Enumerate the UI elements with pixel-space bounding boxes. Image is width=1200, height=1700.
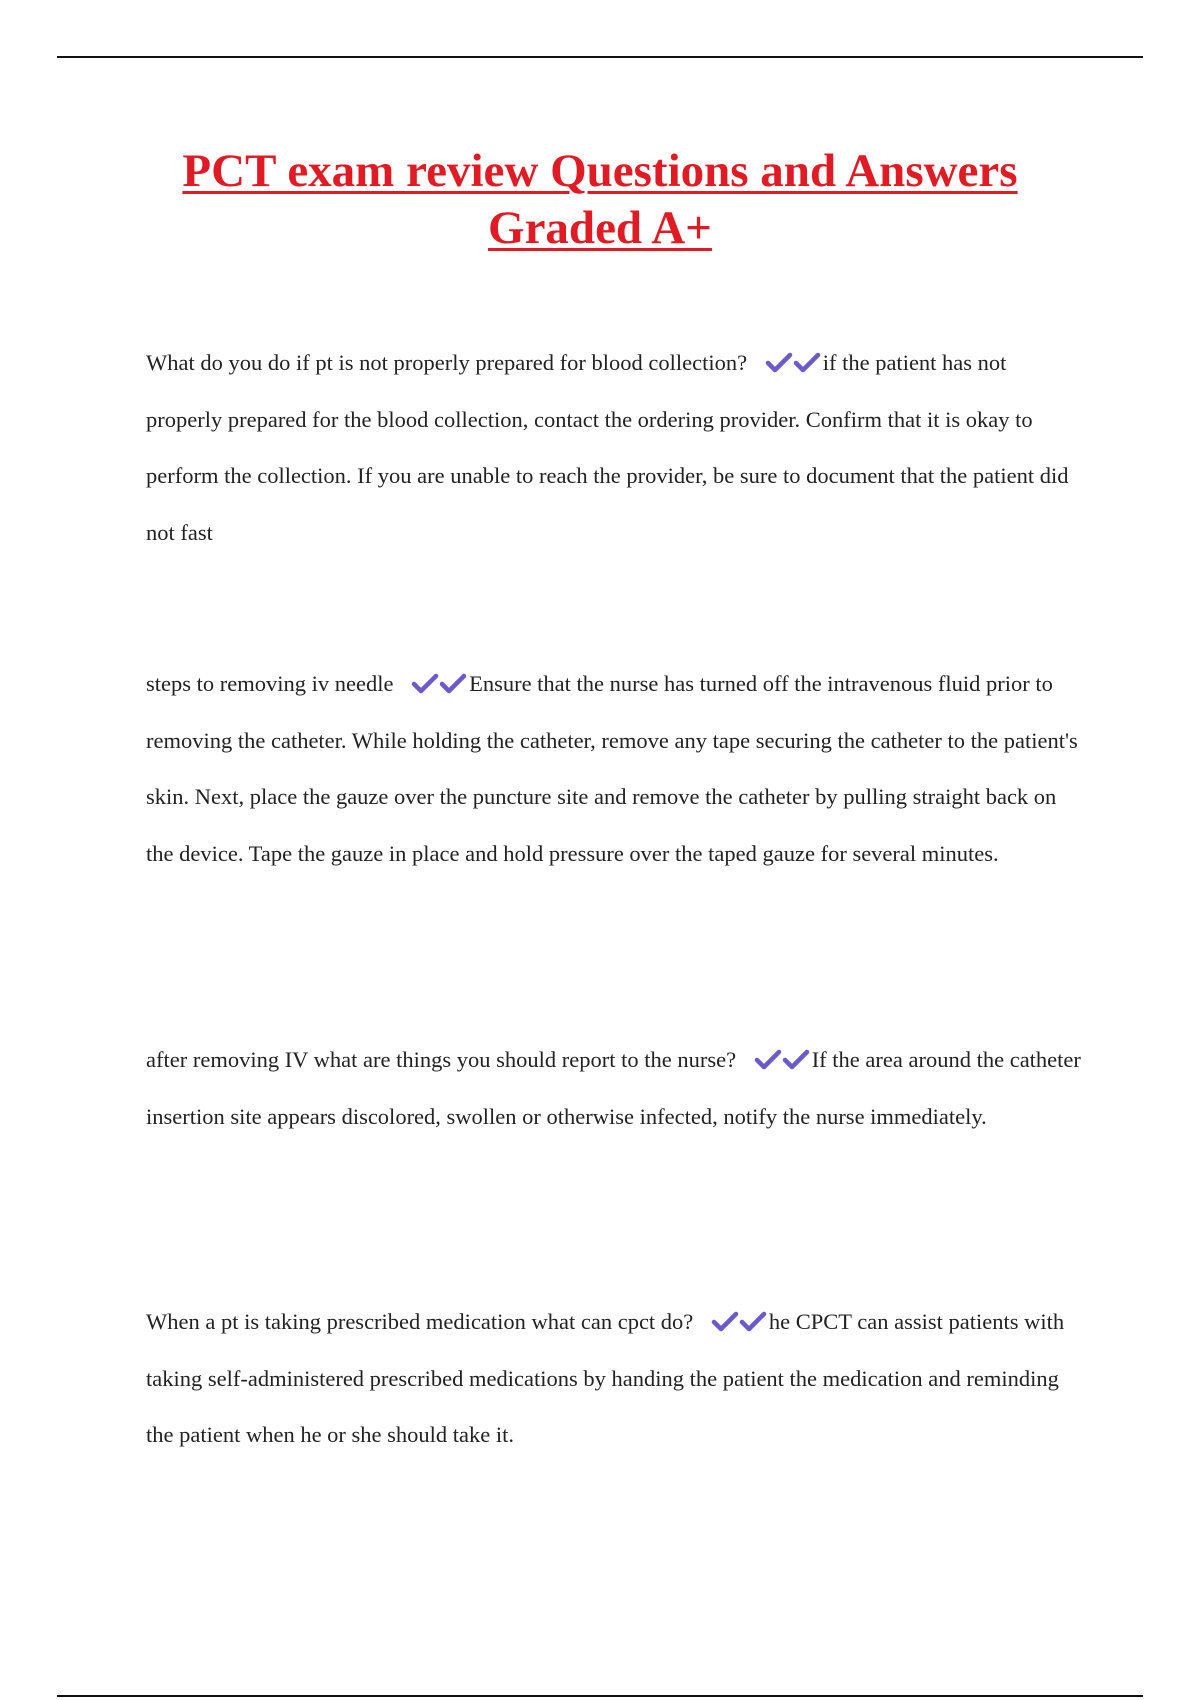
answer-text: if the patient has not properly prepared for the blood collection, contact the ordering provider. Confirm that it is okay to perform the collection. If you are unable to reach the provider, be sure to document that the patient did not fast — [146, 350, 1069, 545]
double-check-icon — [711, 1294, 767, 1351]
answer-text: he CPCT can assist patients with taking self-administered prescribed medications by handing the patient the medication and reminding the patient when he or she should take it. — [146, 1309, 1065, 1447]
answer-text: Ensure that the nurse has turned off the intravenous fluid prior to removing the catheter. While holding the catheter, remove any tape securing the catheter to the patient's skin. Next, place the gauze over the puncture site and remove the catheter by pulling straight back on the device. Tape the gauze in place and hold pressure over the taped gauze for several minutes. — [146, 671, 1078, 866]
bottom-rule — [57, 1695, 1143, 1697]
double-check-icon — [765, 335, 821, 392]
check-icon — [765, 351, 793, 373]
double-check-icon — [754, 1032, 810, 1089]
question-text: What do you do if pt is not properly prepared for blood collection? — [146, 350, 748, 375]
question-text: steps to removing iv needle — [146, 671, 394, 696]
check-icon — [782, 1048, 810, 1070]
qa-item-3 — [146, 1032, 1086, 1145]
document-title — [100, 143, 1100, 257]
qa-item-4 — [146, 1294, 1086, 1464]
title-line-2: Graded A+ — [488, 202, 712, 254]
check-icon — [793, 351, 821, 373]
check-icon — [439, 672, 467, 694]
qa-item-1 — [146, 335, 1086, 561]
check-icon — [711, 1310, 739, 1332]
qa-item-2 — [146, 656, 1086, 882]
check-icon — [739, 1310, 767, 1332]
title-line-1: PCT exam review Questions and Answers — [182, 145, 1018, 197]
check-icon — [411, 672, 439, 694]
top-rule — [57, 56, 1143, 58]
check-icon — [754, 1048, 782, 1070]
double-check-icon — [411, 656, 467, 713]
answer-text: If the area around the catheter insertion site appears discolored, swollen or otherwise infected, notify the nurse immediately. — [146, 1047, 1081, 1129]
question-text: When a pt is taking prescribed medication what can cpct do? — [146, 1309, 694, 1334]
question-text: after removing IV what are things you should report to the nurse? — [146, 1047, 737, 1072]
